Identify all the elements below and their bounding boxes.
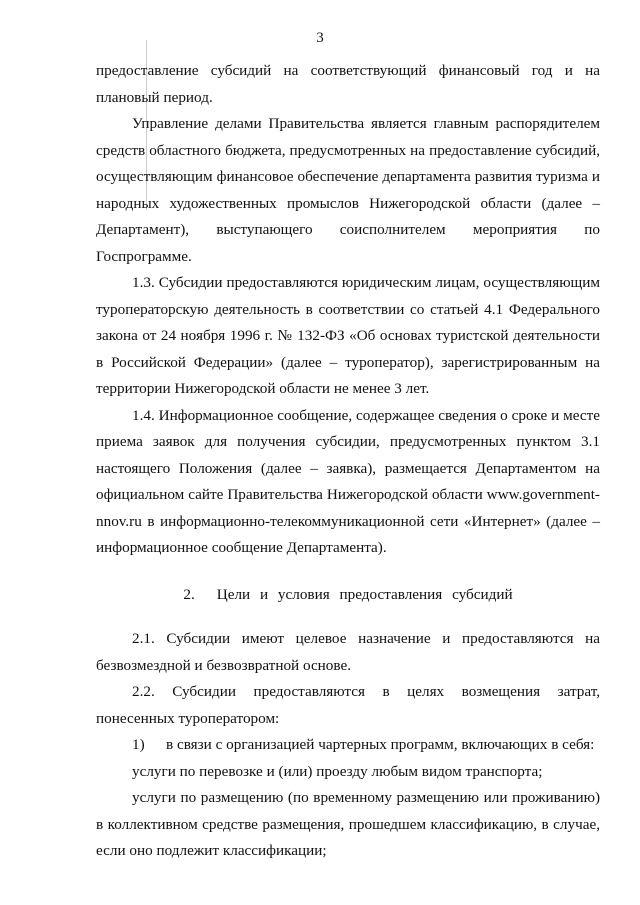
list-item-text: в связи с организацией чартерных программ, включающих в себя:: [166, 736, 595, 753]
paragraph-1-4: 1.4. Информационное сообщение, содержащее сведения о сроке и месте приема заявок для получения субсидии, предусмотренных пунктом 3.1 настоящего Положения (далее – заявка), размещается Департаментом на официальном сайте Правительства Нижегородской области www.government-nnov.ru в информационно-телекоммуникационной сети «Интернет» (далее – информационное сообщение Департамента).: [96, 406, 600, 556]
list-item-number: 1): [132, 736, 145, 753]
section-title: Цели и условия предоставления субсидий: [216, 585, 513, 603]
section-number: 2.: [183, 585, 195, 603]
paragraph-transport-services: услуги по перевозке и (или) проезду любым видом транспорта;: [132, 762, 543, 780]
document-body: [96, 58, 600, 865]
paragraph-accommodation-services: услуги по размещению (по временному размещению или проживанию) в коллективном средстве размещения, прошедшем классификацию, в случае, если оно подлежит классификации;: [96, 789, 600, 859]
paragraph-1-3: 1.3. Субсидии предоставляются юридическим лицам, осуществляющим туроператорскую деятельность в соответствии со статьей 4.1 Федерального закона от 24 ноября 1996 г. № 132-ФЗ «Об основах туристской деятельности в Российской Федерации» (далее – туроператор), зарегистрированным на территории Нижегородской области не менее 3 лет.: [96, 274, 600, 397]
section-heading: [96, 582, 600, 609]
paragraph-2-1: 2.1. Субсидии имеют целевое назначение и предоставляются на безвозмездной и безвозвратной основе.: [96, 630, 600, 674]
page-number: 3: [316, 30, 324, 46]
paragraph-budget-manager: Управление делами Правительства является главным распорядителем средств областного бюджета, предусмотренных на предоставление субсидий, осуществляющим финансовое обеспечение департамента развития туризма и народных художественных промыслов Нижегородской области (далее – Департамент), выступающего соисполнителем мероприятия по Госпрограмме.: [96, 115, 600, 265]
paragraph-2-2: 2.2. Субсидии предоставляются в целях возмещения затрат, понесенных туроператором:: [96, 683, 600, 727]
list-item-1: [96, 732, 600, 759]
paragraph-continuation: предоставление субсидий на соответствующий финансовый год и на плановый период.: [96, 62, 600, 106]
